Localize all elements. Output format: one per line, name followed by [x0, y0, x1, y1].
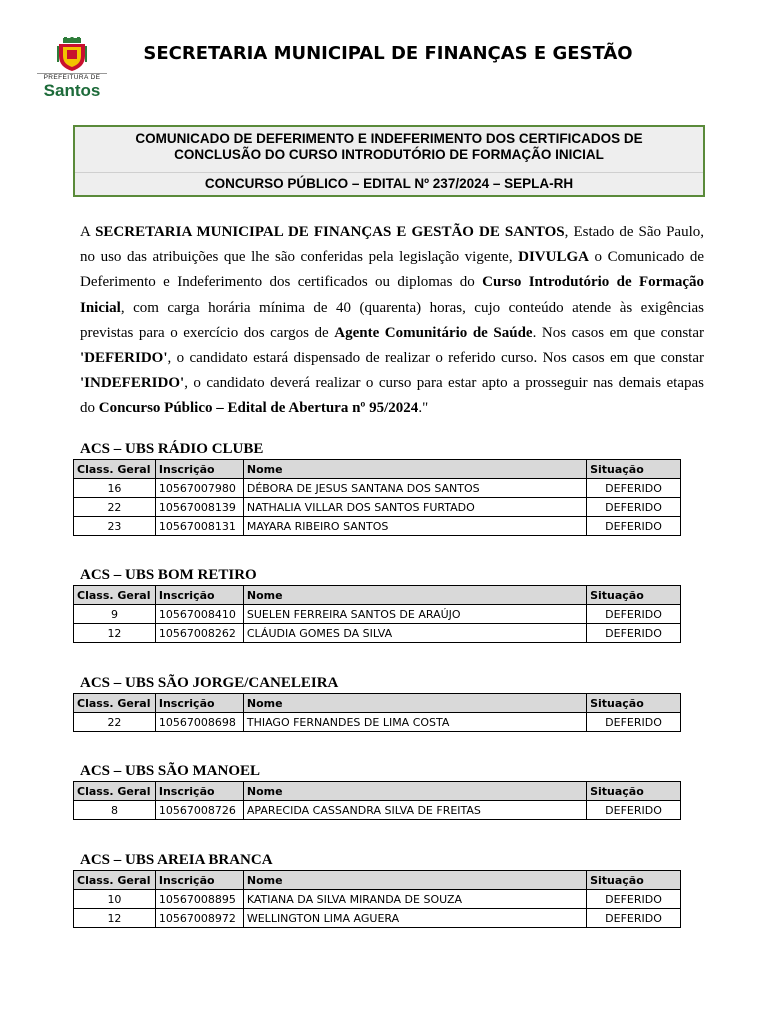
results-table	[73, 781, 681, 820]
table-row	[74, 713, 681, 732]
cell-class: 10	[74, 890, 156, 909]
header-class: Class. Geral	[74, 586, 156, 605]
body-paragraph	[80, 220, 704, 422]
cell-inscricao: 10567008726	[155, 801, 243, 820]
header-nome: Nome	[243, 694, 586, 713]
header-inscricao: Inscrição	[155, 871, 243, 890]
header-inscricao: Inscrição	[155, 460, 243, 479]
body-line: do Concurso Público – Edital de Abertura nº 95/2024."	[80, 400, 429, 417]
cell-inscricao: 10567008131	[155, 517, 243, 536]
header-situacao: Situação	[587, 871, 681, 890]
cell-nome: DÉBORA DE JESUS SANTANA DOS SANTOS	[243, 479, 586, 498]
section-title: ACS – UBS SÃO JORGE/CANELEIRA	[80, 675, 339, 691]
cell-class: 16	[74, 479, 156, 498]
cell-situacao: DEFERIDO	[587, 605, 681, 624]
section-title: ACS – UBS RÁDIO CLUBE	[80, 441, 264, 457]
notice-heading-line1: COMUNICADO DE DEFERIMENTO E INDEFERIMENTO DOS CERTIFICADOS DE	[135, 131, 643, 146]
body-line: no uso das atribuições que lhe são conferidas pela legislação vigente, DIVULGA o Comunicado de	[80, 249, 704, 266]
table-row	[74, 605, 681, 624]
header-situacao: Situação	[587, 782, 681, 801]
table-row	[74, 498, 681, 517]
cell-inscricao: 10567008262	[155, 624, 243, 643]
cell-class: 22	[74, 498, 156, 517]
cell-nome: CLÁUDIA GOMES DA SILVA	[243, 624, 586, 643]
table-header-row	[74, 871, 681, 890]
notice-heading-line2: CONCLUSÃO DO CURSO INTRODUTÓRIO DE FORMAÇÃO INICIAL	[174, 147, 604, 162]
cell-class: 12	[74, 624, 156, 643]
section-title: ACS – UBS SÃO MANOEL	[80, 763, 261, 779]
logo-city-text: Santos	[43, 81, 101, 100]
table-row	[74, 909, 681, 928]
header-nome: Nome	[243, 586, 586, 605]
header-nome: Nome	[243, 871, 586, 890]
cell-nome: SUELEN FERREIRA SANTOS DE ARAÚJO	[243, 605, 586, 624]
body-line: previstas para o exercício dos cargos de Agente Comunitário de Saúde. Nos casos em que constar	[80, 324, 705, 341]
table-header-row	[74, 586, 681, 605]
header-inscricao: Inscrição	[155, 586, 243, 605]
table-row	[74, 517, 681, 536]
table-header-row	[74, 694, 681, 713]
cell-situacao: DEFERIDO	[587, 801, 681, 820]
table-row	[74, 801, 681, 820]
cell-nome: APARECIDA CASSANDRA SILVA DE FREITAS	[243, 801, 586, 820]
cell-situacao: DEFERIDO	[587, 713, 681, 732]
header-situacao: Situação	[587, 460, 681, 479]
results-table	[73, 585, 681, 643]
cell-class: 12	[74, 909, 156, 928]
section-title: ACS – UBS BOM RETIRO	[80, 567, 257, 583]
cell-class: 8	[74, 801, 156, 820]
header-situacao: Situação	[587, 586, 681, 605]
header-nome: Nome	[243, 782, 586, 801]
cell-situacao: DEFERIDO	[587, 890, 681, 909]
notice-edital: CONCURSO PÚBLICO – EDITAL Nº 237/2024 – SEPLA-RH	[204, 176, 574, 191]
page-title: SECRETARIA MUNICIPAL DE FINANÇAS E GESTÃO	[143, 43, 633, 64]
cell-inscricao: 10567008895	[155, 890, 243, 909]
table-header-row	[74, 460, 681, 479]
notice-box	[73, 125, 705, 197]
cell-nome: WELLINGTON LIMA AGUERA	[243, 909, 586, 928]
header-class: Class. Geral	[74, 782, 156, 801]
body-line: 'DEFERIDO', o candidato estará dispensado de realizar o referido curso. Nos casos em que constar	[80, 349, 704, 366]
body-line: Inicial, com carga horária mínima de 40 (quarenta) horas, cujo conteúdo atende às exigências	[80, 299, 704, 316]
notice-divider	[75, 172, 703, 173]
cell-situacao: DEFERIDO	[587, 479, 681, 498]
header-class: Class. Geral	[74, 694, 156, 713]
body-line: Deferimento e Indeferimento dos certificados ou diplomas do Curso Introdutório de Formação	[80, 274, 704, 291]
cell-nome: NATHALIA VILLAR DOS SANTOS FURTADO	[243, 498, 586, 517]
cell-situacao: DEFERIDO	[587, 517, 681, 536]
header-inscricao: Inscrição	[155, 782, 243, 801]
table-row	[74, 890, 681, 909]
cell-inscricao: 10567008698	[155, 713, 243, 732]
body-line: A SECRETARIA MUNICIPAL DE FINANÇAS E GESTÃO DE SANTOS, Estado de São Paulo,	[80, 224, 704, 240]
cell-nome: THIAGO FERNANDES DE LIMA COSTA	[243, 713, 586, 732]
cell-inscricao: 10567008139	[155, 498, 243, 517]
cell-nome: MAYARA RIBEIRO SANTOS	[243, 517, 586, 536]
prefeitura-santos-logo	[34, 36, 110, 102]
notice-heading	[75, 131, 703, 163]
logo-prefeitura-text: PREFEITURA DE	[43, 74, 101, 81]
header-class: Class. Geral	[74, 460, 156, 479]
cell-inscricao: 10567008410	[155, 605, 243, 624]
results-table	[73, 459, 681, 536]
cell-nome: KATIANA DA SILVA MIRANDA DE SOUZA	[243, 890, 586, 909]
header-nome: Nome	[243, 460, 586, 479]
cell-inscricao: 10567008972	[155, 909, 243, 928]
cell-situacao: DEFERIDO	[587, 909, 681, 928]
header-class: Class. Geral	[74, 871, 156, 890]
header-situacao: Situação	[587, 694, 681, 713]
table-header-row	[74, 782, 681, 801]
cell-situacao: DEFERIDO	[587, 498, 681, 517]
cell-inscricao: 10567007980	[155, 479, 243, 498]
body-line: 'INDEFERIDO', o candidato deverá realizar o curso para estar apto a prosseguir nas demais etapas	[80, 375, 704, 392]
table-row	[74, 624, 681, 643]
cell-situacao: DEFERIDO	[587, 624, 681, 643]
results-table	[73, 693, 681, 732]
cell-class: 23	[74, 517, 156, 536]
cell-class: 9	[74, 605, 156, 624]
city-crest-icon	[54, 36, 90, 72]
header-inscricao: Inscrição	[155, 694, 243, 713]
section-title: ACS – UBS AREIA BRANCA	[80, 852, 273, 868]
results-table	[73, 870, 681, 928]
table-row	[74, 479, 681, 498]
cell-class: 22	[74, 713, 156, 732]
